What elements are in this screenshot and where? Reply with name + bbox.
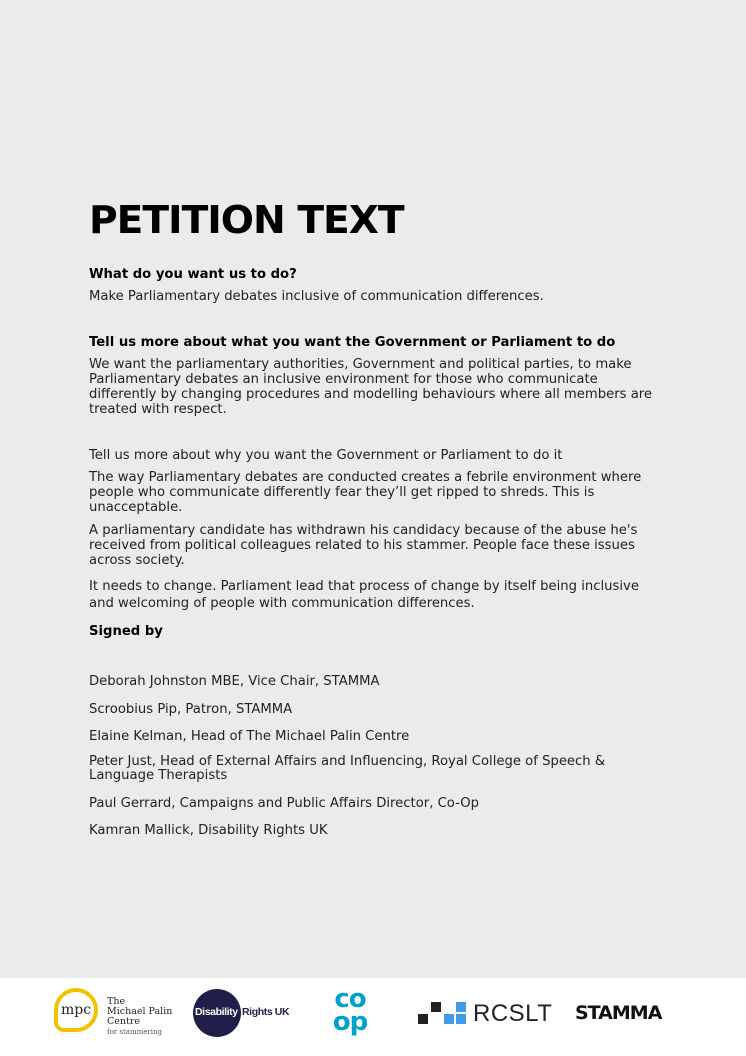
mpc-name-line: Michael Palin [107,1006,173,1017]
signatory-line: Deborah Johnston MBE, Vice Chair, STAMMA [89,674,380,689]
answer-line: across society. [89,553,185,568]
rcslt-logo-text: RCSLT [473,1000,553,1027]
mpc-logo-letters: mpc [61,1002,92,1018]
signatory-line: Paul Gerrard, Campaigns and Public Affairs Director, Co-Op [89,796,479,811]
signatory-line: Peter Just, Head of External Affairs and Influencing, Royal College of Speech & [89,754,606,769]
rcslt-square-icon [456,1002,466,1012]
mpc-tagline: for stammering [107,1028,162,1036]
question-heading: Tell us more about what you want the Government or Parliament to do [89,335,616,350]
question-answer [89,357,654,417]
signatory-line: Language Therapists [89,768,228,783]
signatory [89,824,649,838]
coop-logo-line: co [334,984,366,1014]
answer-line: We want the parliamentary authorities, Government and political parties, to make [89,357,632,372]
signatory [89,730,649,744]
answer-line: treated with respect. [89,402,227,417]
rcslt-square-icon [431,1002,441,1012]
answer-paragraph [89,470,654,515]
coop-logo-line: op [332,1007,368,1037]
answer-line: It needs to change. Parliament lead that process of change by itself being inclusive [89,579,639,594]
answer-line: differently by changing procedures and modelling behaviours where all members are [89,387,653,402]
mpc-name-line: The [107,996,126,1007]
rcslt-square-icon [456,1014,466,1024]
answer-line: people who communicate differently fear they’ll get ripped to shreds. This is [89,485,595,500]
rcslt-square-icon [444,1014,454,1024]
answer-line: received from political colleagues related to his stammer. People face these issues [89,538,635,553]
answer-line: Parliamentary debates an inclusive environment for those who communicate [89,372,598,387]
answer-line: A parliamentary candidate has withdrawn his candidacy because of the abuse he's [89,523,638,538]
answer-line: unacceptable. [89,500,183,515]
signed-by-heading: Signed by [89,624,163,639]
mpc-logo-name [107,997,177,1037]
disability-rights-logo-text: Rights UK [242,1006,290,1018]
coop-logo [325,984,375,1037]
signatory [89,675,649,689]
stamma-logo: STAMMA [575,1002,662,1024]
question-heading: Tell us more about why you want the Government or Parliament to do it [89,448,563,463]
question-what [89,267,654,304]
rcslt-square-icon [418,1014,428,1024]
question-heading: What do you want us to do? [89,267,297,282]
signatory-line: Scroobius Pip, Patron, STAMMA [89,702,293,717]
answer-paragraph [89,578,654,612]
signatory-line: Kamran Mallick, Disability Rights UK [89,823,328,838]
question-answer: Make Parliamentary debates inclusive of communication differences. [89,289,544,304]
signatory [89,703,649,717]
signatory [89,755,649,783]
answer-line: The way Parliamentary debates are conducted creates a febrile environment where [89,470,642,485]
disability-rights-logo-text: Disability [195,1006,238,1018]
answer-line: and welcoming of people with communication differences. [89,596,475,611]
signatory-line: Elaine Kelman, Head of The Michael Palin Centre [89,729,410,744]
page-title: PETITION TEXT [89,198,404,242]
signatory [89,797,649,811]
mpc-name-line: Centre [107,1016,140,1027]
answer-paragraph [89,523,654,568]
question-why [89,448,654,612]
question-more [89,335,654,417]
